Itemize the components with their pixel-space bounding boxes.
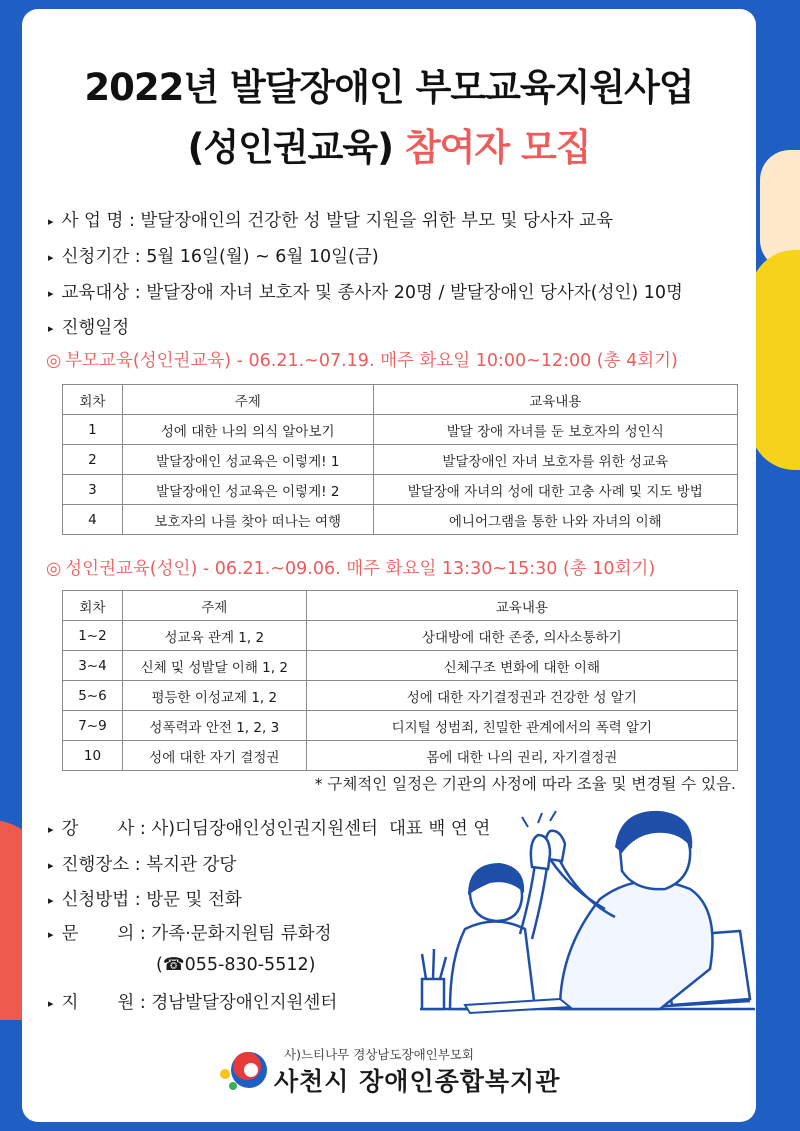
- detail-method-label: 신청방법: [61, 890, 130, 910]
- detail-contact-label: 문 의: [61, 924, 135, 944]
- detail-support: ▸ 지 원 : 경남발달장애인지원센터: [48, 993, 338, 1013]
- table-header-cell: 주제: [122, 591, 306, 621]
- table-header-row: [63, 591, 738, 621]
- info-project: ▸ 사 업 명 : 발달장애인의 건강한 성 발달 지원을 위한 부모 및 당사자 교육: [48, 211, 614, 231]
- table-cell: 보호자의 나를 찾아 떠나는 여행: [122, 505, 373, 535]
- detail-venue-label: 진행장소: [61, 855, 130, 875]
- table-cell: 4: [63, 505, 123, 535]
- footer-organization-sub: 사)느티나무 경상남도장애인부모회: [284, 1047, 474, 1062]
- table-row: [63, 415, 738, 445]
- table-cell: 1: [63, 415, 123, 445]
- info-period-label: 신청기간: [61, 247, 130, 267]
- table-header-cell: 교육내용: [306, 591, 737, 621]
- table-cell: 성교육 관계 1, 2: [122, 621, 306, 651]
- table-row: [63, 445, 738, 475]
- poster-card: [22, 9, 756, 1122]
- section1-table: [62, 384, 738, 535]
- detail-contact-value: 가족·문화지원팀 류화정: [151, 924, 332, 944]
- double-circle-icon: ◎: [46, 351, 62, 371]
- table-header-cell: 회차: [63, 385, 123, 415]
- table-header-row: [63, 385, 738, 415]
- bullet-triangle-icon: ▸: [48, 893, 54, 907]
- detail-lecturer: ▸ 강 사 : 사)디딤장애인성인권지원센터 대표 백 연 연: [48, 819, 491, 839]
- table-header-cell: 주제: [122, 385, 373, 415]
- table-cell: 에니어그램을 통한 나와 자녀의 이해: [373, 505, 737, 535]
- bullet-triangle-icon: ▸: [48, 250, 54, 264]
- schedule-note: * 구체적인 일정은 기관의 사정에 따라 조율 및 변경될 수 있음.: [314, 775, 736, 793]
- table-row: [63, 475, 738, 505]
- table-cell: 신체 및 성발달 이해 1, 2: [122, 651, 306, 681]
- table-cell: 성에 대한 자기 결정권: [122, 741, 306, 771]
- table-cell: 상대방에 대한 존중, 의사소통하기: [306, 621, 737, 651]
- high-five-illustration: [410, 809, 760, 1024]
- detail-method: ▸ 신청방법 : 방문 및 전화: [48, 890, 242, 910]
- footer-organization-main: 사천시 장애인종합복지관: [274, 1067, 561, 1096]
- info-target-value: 발달장애 자녀 보호자 및 종사자 20명 / 발달장애인 당사자(성인) 10명: [146, 283, 683, 303]
- table-cell: 발달장애 자녀의 성에 대한 고충 사례 및 지도 방법: [373, 475, 737, 505]
- table-cell: 발달장애인 성교육은 이렇게! 2: [122, 475, 373, 505]
- detail-lecturer-label: 강 사: [61, 819, 135, 839]
- table-cell: 디지털 성범죄, 친밀한 관계에서의 폭력 알기: [306, 711, 737, 741]
- poster-title-line1: 2022년 발달장애인 부모교육지원사업: [84, 66, 694, 109]
- info-target: ▸ 교육대상 : 발달장애 자녀 보호자 및 종사자 20명 / 발달장애인 당사자(성인) 10명: [48, 283, 683, 303]
- table-cell: 발달 장애 자녀를 둔 보호자의 성인식: [373, 415, 737, 445]
- detail-support-value: 경남발달장애인지원센터: [151, 993, 338, 1013]
- table-row: [63, 711, 738, 741]
- table-cell: 1~2: [63, 621, 123, 651]
- table-cell: 신체구조 변화에 대한 이해: [306, 651, 737, 681]
- table-cell: 성폭력과 안전 1, 2, 3: [122, 711, 306, 741]
- section2-heading: [46, 555, 655, 580]
- table-cell: 성에 대한 자기결정권과 건강한 성 알기: [306, 681, 737, 711]
- info-schedule: [48, 314, 129, 339]
- table-cell: 2: [63, 445, 123, 475]
- bullet-triangle-icon: ▸: [48, 927, 54, 941]
- bullet-triangle-icon: ▸: [48, 822, 54, 836]
- section1-heading: [46, 347, 678, 372]
- table-cell: 10: [63, 741, 123, 771]
- table-row: [63, 651, 738, 681]
- bullet-triangle-icon: ▸: [48, 996, 54, 1010]
- table-cell: 성에 대한 나의 의식 알아보기: [122, 415, 373, 445]
- bullet-triangle-icon: ▸: [48, 214, 54, 228]
- bullet-triangle-icon: ▸: [48, 286, 54, 300]
- detail-support-label: 지 원: [61, 993, 135, 1013]
- table-row: [63, 741, 738, 771]
- title-accent: 참여자 모집: [404, 126, 591, 169]
- table-row: [63, 681, 738, 711]
- table-header-cell: 교육내용: [373, 385, 737, 415]
- table-cell: 3: [63, 475, 123, 505]
- double-circle-icon: ◎: [46, 559, 62, 579]
- table-cell: 몸에 대한 나의 권리, 자기결정권: [306, 741, 737, 771]
- detail-lecturer-value: 사)디딤장애인성인권지원센터 대표 백 연 연: [151, 819, 491, 839]
- section1-heading-text: 부모교육(성인권교육) - 06.21.~07.19. 매주 화요일 10:00~12:00 (총 4회기): [65, 351, 678, 371]
- table-cell: 평등한 이성교제 1, 2: [122, 681, 306, 711]
- table-cell: 3~4: [63, 651, 123, 681]
- poster-title-line2: [22, 117, 756, 171]
- detail-venue-value: 복지관 강당: [146, 855, 237, 875]
- bullet-triangle-icon: ▸: [48, 321, 54, 335]
- section2-heading-text: 성인권교육(성인) - 06.21.~09.06. 매주 화요일 13:30~15:30 (총 10회기): [65, 559, 656, 579]
- info-target-label: 교육대상: [61, 283, 130, 303]
- table-cell: 7~9: [63, 711, 123, 741]
- detail-method-value: 방문 및 전화: [146, 890, 242, 910]
- table-header-cell: 회차: [63, 591, 123, 621]
- detail-contact-phone: (☎055-830-5512): [156, 955, 316, 975]
- info-schedule-label: 진행일정: [61, 318, 130, 338]
- table-cell: 5~6: [63, 681, 123, 711]
- info-project-value: 발달장애인의 건강한 성 발달 지원을 위한 부모 및 당사자 교육: [140, 211, 614, 231]
- info-project-label: 사 업 명: [61, 211, 124, 231]
- table-row: [63, 505, 738, 535]
- organization-logo-icon: [217, 1046, 272, 1091]
- decor-yellow-shape: [750, 250, 800, 470]
- section2-table: [62, 590, 738, 771]
- table-row: [63, 621, 738, 651]
- bullet-triangle-icon: ▸: [48, 858, 54, 872]
- detail-venue: ▸ 진행장소 : 복지관 강당: [48, 855, 237, 875]
- info-period: ▸ 신청기간 : 5월 16일(월) ~ 6월 10일(금): [48, 247, 379, 267]
- table-cell: 발달장애인 성교육은 이렇게! 1: [122, 445, 373, 475]
- table-cell: 발달장애인 자녀 보호자를 위한 성교육: [373, 445, 737, 475]
- detail-contact: ▸ 문 의 : 가족·문화지원팀 류화정: [48, 924, 332, 944]
- title-prefix: (성인권교육): [187, 126, 405, 169]
- info-period-value: 5월 16일(월) ~ 6월 10일(금): [146, 247, 379, 267]
